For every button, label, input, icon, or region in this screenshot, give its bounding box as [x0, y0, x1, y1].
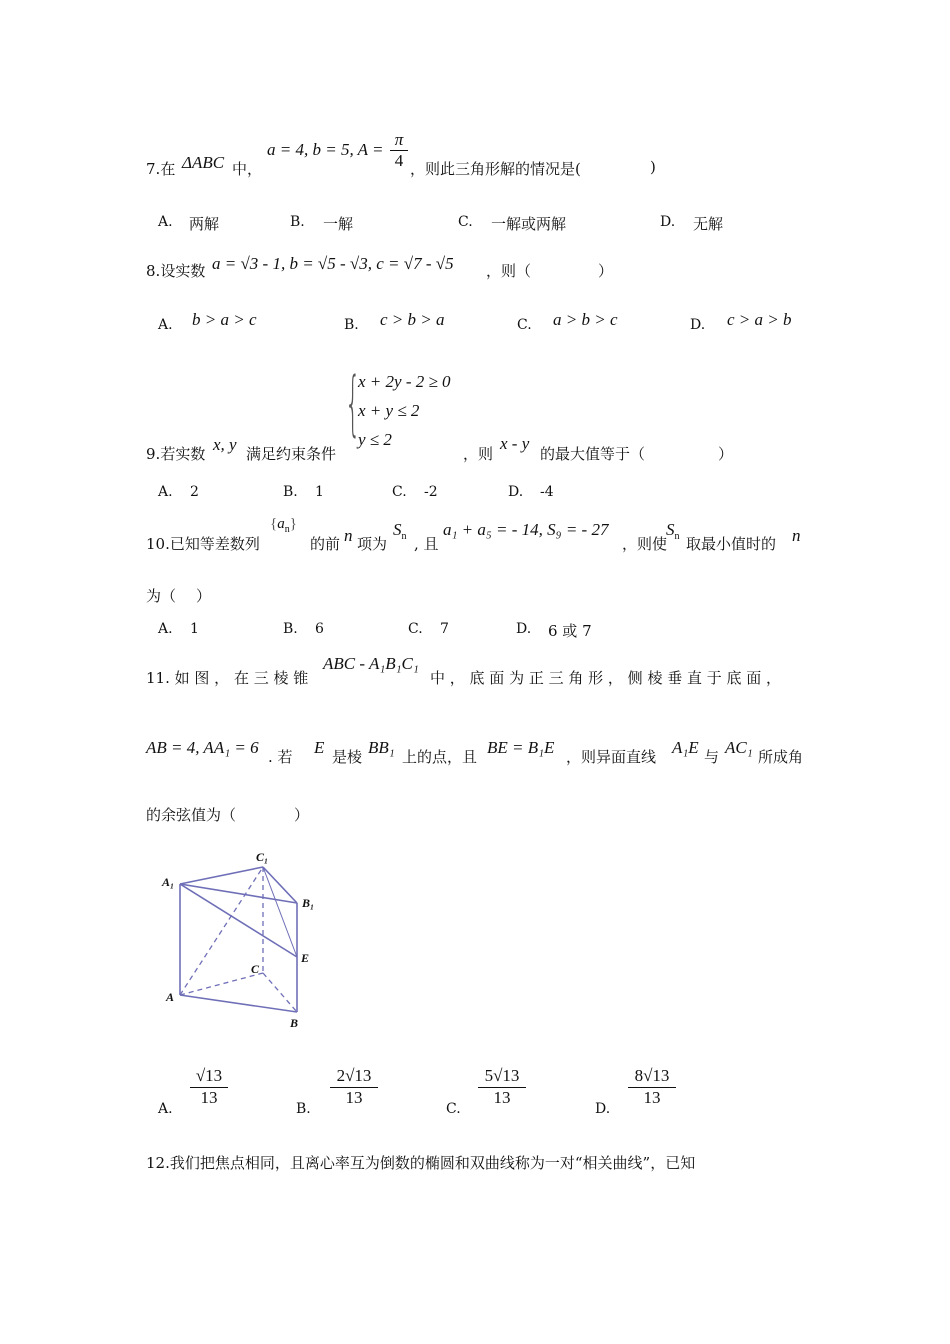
q9-objective: x - y: [500, 434, 530, 453]
q11-option-c: [478, 1066, 526, 1108]
q9-brace: {: [345, 362, 361, 444]
q9-vars: x, y: [213, 435, 237, 454]
q10-option-b: 6: [315, 621, 324, 637]
q10-option-d: 6 或 7: [548, 622, 592, 640]
q11-option-a-den: 13: [200, 1088, 218, 1107]
q11-option-d: [628, 1066, 676, 1108]
q10-text-3: 项为: [357, 535, 388, 553]
q7-option-a: 两解: [189, 215, 220, 233]
q10-S-sub: n: [401, 531, 407, 542]
q10-stem: [146, 533, 260, 554]
q11-option-a: [190, 1066, 228, 1108]
edge-c-b: [263, 973, 297, 1012]
q9-option-c: -2: [424, 484, 438, 500]
q11-option-a-num: √13: [190, 1066, 228, 1088]
q8-text-2: ，则（: [486, 262, 532, 280]
q10-S: S: [393, 520, 402, 539]
label-a1: A₁: [162, 875, 175, 889]
q8-option-a: b > a > c: [192, 310, 257, 329]
q10-option-b-label: B.: [283, 621, 298, 637]
q8-option-b: c > b > a: [380, 310, 445, 329]
q7-stem: [146, 158, 175, 179]
label-c: C: [251, 962, 260, 976]
q7-option-a-label: A.: [158, 214, 173, 230]
q10-option-c: 7: [440, 621, 449, 637]
q10-sum-2: [666, 520, 680, 542]
q7-text-3: ，则此三角形解的情况是(: [410, 160, 581, 178]
q7-option-c-label: C.: [458, 214, 473, 230]
q12-text: 我们把焦点相同，且离心率互为倒数的椭圆和双曲线称为一对“相关曲线”，已知: [169, 1154, 696, 1172]
q8-option-c: a > b > c: [553, 310, 618, 329]
edge-a1-c1: [180, 867, 263, 884]
q10-text-5: ，则使: [622, 535, 668, 553]
q8-number: 8.: [146, 262, 161, 280]
prism-figure: [150, 840, 330, 1040]
q11-option-b-den: 13: [345, 1088, 363, 1107]
q11-line-3-text: 的余弦值为（: [146, 806, 237, 824]
q8-close: ）: [598, 262, 614, 280]
q11-E: E: [314, 738, 325, 757]
q10-n-2: n: [792, 526, 801, 545]
q9-close: ）: [718, 445, 734, 463]
segment-a1-e: [180, 884, 297, 957]
q7-text-2: 中，: [232, 160, 263, 178]
q11-text-8: 所成角: [758, 748, 804, 766]
q10-option-c-label: C.: [408, 621, 423, 637]
q7-pi: π: [390, 130, 408, 151]
q10-text-2: 的前: [310, 535, 341, 553]
q11-option-c-label: C.: [446, 1101, 461, 1117]
q7-close: ): [650, 158, 656, 176]
q9-option-d: -4: [540, 484, 554, 500]
q7-option-c: 一解或两解: [491, 215, 567, 233]
q10-option-a: 1: [190, 621, 199, 637]
q11-option-b-num: 2√13: [330, 1066, 378, 1088]
q10-line-2-text: 为（: [146, 587, 177, 605]
q11-BB1: BB₁: [368, 738, 395, 757]
q8-option-d: c > a > b: [727, 310, 792, 329]
q10-number: 10.: [146, 535, 170, 553]
q12-stem: [146, 1152, 695, 1173]
q10-text: 已知等差数列: [169, 535, 260, 553]
q7-option-d: 无解: [693, 215, 724, 233]
q9-option-b-label: B.: [283, 484, 298, 500]
q11-AC1: AC₁: [725, 738, 753, 757]
q11-solid: ABC - A₁B₁C₁: [323, 654, 419, 673]
segment-c1-e: [263, 867, 297, 957]
edge-a-b: [180, 995, 297, 1012]
q9-number: 9.: [146, 445, 161, 463]
q11-text-2: 中 ， 底 面 为 正 三 角 形 ， 侧 棱 垂 直 于 底 面 ，: [430, 669, 782, 687]
q10-seq-a: a: [277, 516, 285, 532]
q9-option-d-label: D.: [508, 484, 524, 500]
q11-A1E: A₁E: [672, 738, 699, 757]
q10-S-sub-2: n: [674, 531, 680, 542]
q10-S-2: S: [666, 520, 675, 539]
q7-option-b: 一解: [323, 215, 354, 233]
q7-option-b-label: B.: [290, 214, 305, 230]
q10-sum: [393, 520, 407, 542]
q10-option-a-label: A.: [158, 621, 173, 637]
q9-text-4: 的最大值等于（: [540, 445, 646, 463]
q9-text-2: 满足约束条件: [246, 445, 337, 463]
q7-option-d-label: D.: [660, 214, 676, 230]
q11-option-d-num: 8√13: [628, 1066, 676, 1088]
q10-seq-sub: n: [284, 524, 290, 535]
q10-text-6: 取最小值时的: [686, 535, 777, 553]
q8-stem: [146, 260, 205, 281]
q11-option-d-label: D.: [595, 1101, 611, 1117]
q11-text-7: 与: [704, 748, 720, 766]
q12-number: 12.: [146, 1154, 170, 1172]
q9-option-a: 2: [190, 484, 199, 500]
q10-n: n: [344, 526, 353, 545]
q11-text: 如 图 ， 在 三 棱 锥: [174, 669, 309, 687]
q11-option-c-den: 13: [493, 1088, 511, 1107]
q9-text: 若实数: [160, 445, 206, 463]
q7-text: 在: [160, 160, 176, 178]
q10-sequence: $\{a_n\}$: [270, 516, 297, 535]
q8-option-c-label: C.: [517, 317, 532, 333]
q9-option-c-label: C.: [392, 484, 407, 500]
q9-text-3: ，则: [463, 445, 494, 463]
q9-stem: [146, 443, 205, 464]
q9-constraint-3: y ≤ 2: [358, 430, 392, 449]
q11-text-5: 上的点，且: [402, 748, 478, 766]
q9-constraint-1: x + 2y - 2 ≥ 0: [358, 372, 451, 391]
q9-option-a-label: A.: [158, 484, 173, 500]
q11-option-a-label: A.: [158, 1101, 173, 1117]
q11-option-d-den: 13: [643, 1088, 661, 1107]
q7-fraction: [390, 130, 408, 171]
label-a: A: [166, 990, 175, 1004]
q11-option-b: [330, 1066, 378, 1108]
q11-text-3: . 若: [268, 748, 293, 766]
label-b1: B₁: [302, 896, 315, 910]
q11-condition: AB = 4, AA₁ = 6: [146, 738, 259, 757]
q8-option-d-label: D.: [690, 317, 706, 333]
label-e: E: [301, 951, 310, 965]
q11-equation: BE = B₁E: [487, 738, 555, 757]
q10-close: ）: [196, 587, 212, 605]
q10-text-4: , 且: [414, 535, 439, 553]
label-c1: C₁: [256, 850, 269, 864]
q8-option-a-label: A.: [158, 317, 173, 333]
q7-triangle: ΔABC: [182, 153, 225, 172]
q8-text: 设实数: [160, 262, 206, 280]
q10-line-2: [146, 585, 211, 606]
q11-close: ）: [294, 806, 310, 824]
q7-four: 4: [394, 151, 404, 170]
q8-expression: a = √3 - 1, b = √5 - √3, c = √7 - √5: [212, 254, 454, 273]
q8-option-b-label: B.: [344, 317, 359, 333]
label-b: B: [290, 1016, 299, 1030]
q11-option-c-num: 5√13: [478, 1066, 526, 1088]
edge-a1-b1: [180, 884, 297, 903]
q11-option-b-label: B.: [296, 1101, 311, 1117]
q7-number: 7.: [146, 160, 161, 178]
q11-number: 11.: [146, 669, 170, 687]
q9-constraint-2: x + y ≤ 2: [358, 401, 420, 420]
q11-line-3: [146, 804, 309, 825]
q11-stem: [146, 667, 308, 688]
q9-option-b: 1: [315, 484, 324, 500]
q11-text-6: ，则异面直线: [566, 748, 657, 766]
q10-option-d-label: D.: [516, 621, 532, 637]
q11-text-4: 是棱: [332, 748, 363, 766]
q7-condition: a = 4, b = 5, A =: [267, 140, 384, 159]
q10-condition: a₁ + a₅ = - 14, S₉ = - 27: [443, 520, 609, 539]
